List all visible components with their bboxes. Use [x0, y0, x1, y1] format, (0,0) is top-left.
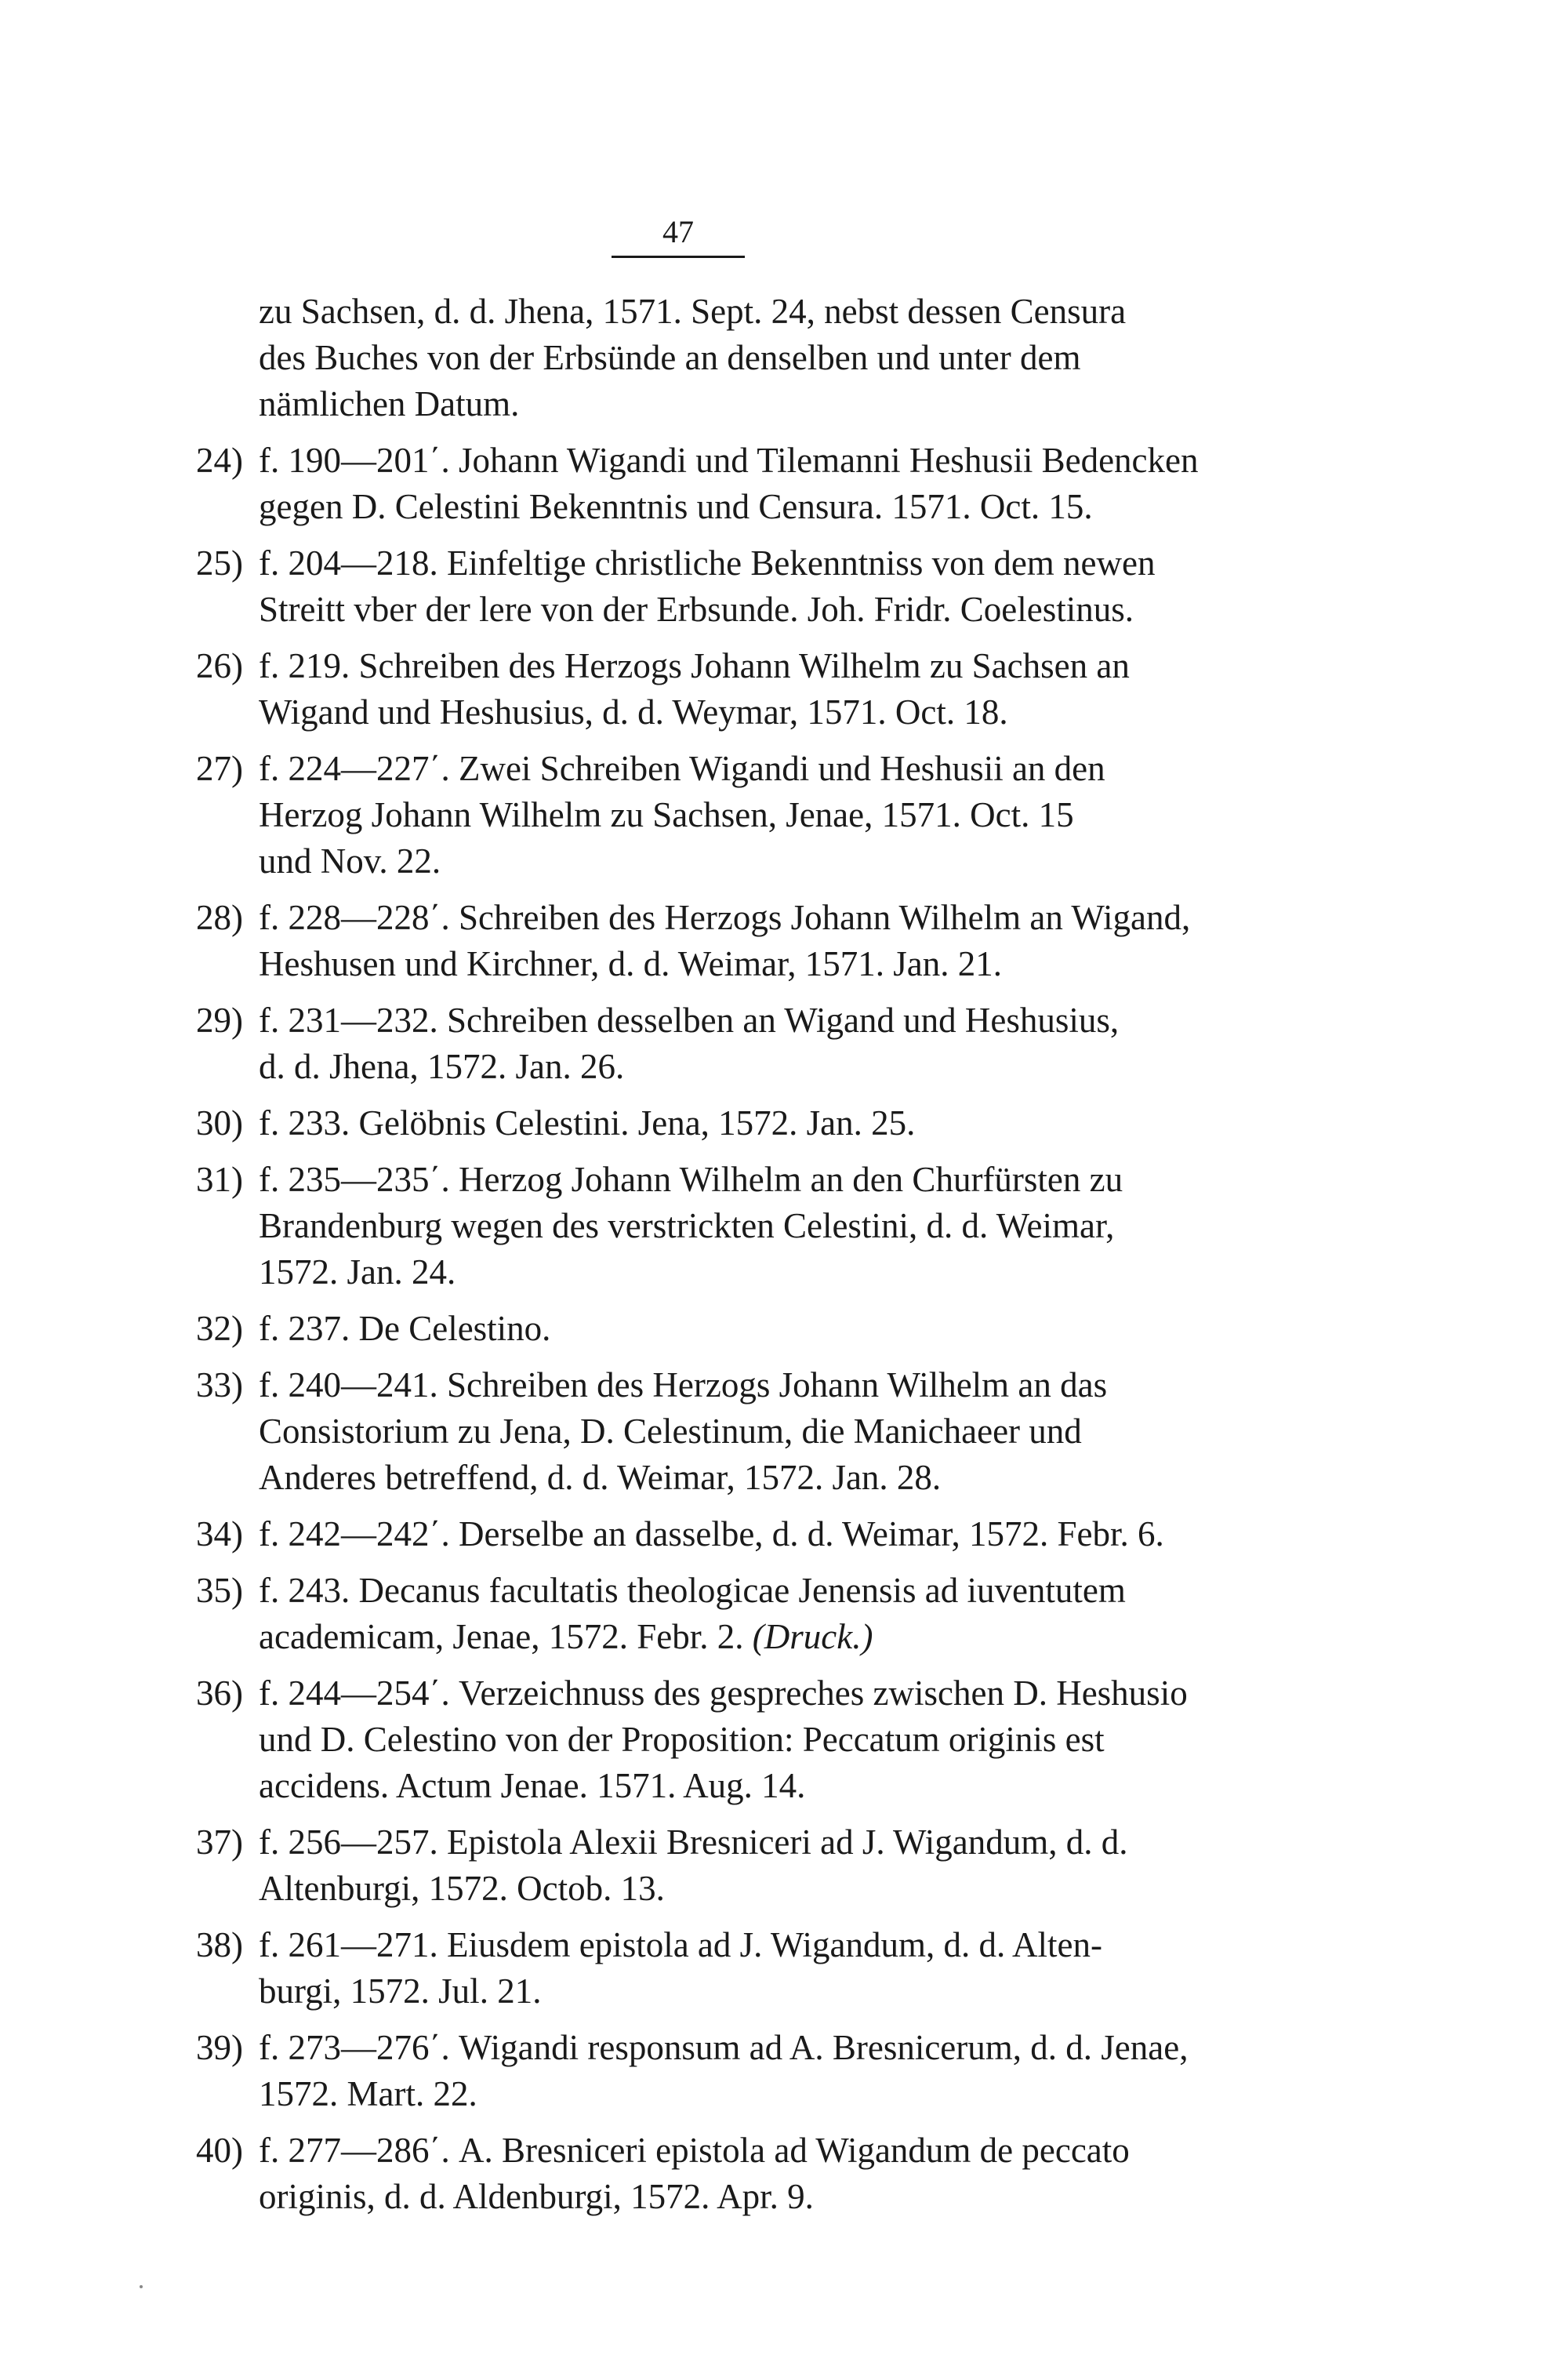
catalog-entry: [196, 895, 1207, 987]
catalog-entry: [196, 2025, 1207, 2117]
entry-first-line: f. 256—257. Epistola Alexii Bresniceri ad J. Wigandum, d. d.: [259, 1822, 1128, 1862]
entry-continuation-line: Brandenburg wegen des verstrickten Celestini, d. d. Weimar,: [259, 1206, 1115, 1245]
catalog-entry: [196, 2128, 1207, 2220]
entry-continuation-line: [259, 1614, 1207, 1660]
entry-first-line: f. 261—271. Eiusdem epistola ad J. Wigandum, d. d. Alten-: [259, 1925, 1102, 1964]
entry-continuation-line: Herzog Johann Wilhelm zu Sachsen, Jenae, 1571. Oct. 15: [259, 795, 1074, 834]
entry-continuation-line: gegen D. Celestini Bekenntnis und Censura. 1571. Oct. 15.: [259, 487, 1093, 526]
entry-continuation-line: Anderes betreffend, d. d. Weimar, 1572. Jan. 28.: [259, 1458, 942, 1497]
text-line: nämlichen Datum.: [259, 384, 520, 423]
entry-continuation-line: 1572. Mart. 22.: [259, 2074, 477, 2113]
catalog-entry: [196, 997, 1207, 1090]
scan-speck: [140, 2285, 143, 2288]
catalog-entry: [196, 1568, 1207, 1660]
entry-first-line: f. 273—276΄. Wigandi responsum ad A. Bresnicerum, d. d. Jenae,: [259, 2028, 1189, 2067]
entry-first-line: f. 242—242΄. Derselbe an dasselbe, d. d. Weimar, 1572. Febr. 6.: [259, 1514, 1164, 1553]
entry-continuation-line: 1572. Jan. 24.: [259, 1252, 456, 1292]
entry-number: 25): [196, 543, 243, 583]
page-number: 47: [612, 213, 745, 258]
catalog-entry: [196, 746, 1207, 885]
entry-continuation-line: accidens. Actum Jenae. 1571. Aug. 14.: [259, 1766, 806, 1805]
catalog-entry: [196, 1362, 1207, 1501]
catalog-entry: [196, 438, 1207, 530]
entry-number: 26): [196, 646, 243, 685]
entry-number: 40): [196, 2131, 243, 2170]
entry-number: 32): [196, 1309, 243, 1348]
entry-continuation-line: d. d. Jhena, 1572. Jan. 26.: [259, 1047, 625, 1086]
entry-first-line: f. 235—235΄. Herzog Johann Wilhelm an den Churfürsten zu: [259, 1160, 1123, 1199]
entry-continuation-line: Streitt vber der lere von der Erbsunde. Joh. Fridr. Coelestinus.: [259, 590, 1134, 629]
print-note: (Druck.): [752, 1617, 873, 1656]
entry-first-line: f. 204—218. Einfeltige christliche Bekenntniss von dem newen: [259, 543, 1156, 583]
entry-number: 35): [196, 1571, 243, 1610]
entry-first-line: f. 243. Decanus facultatis theologicae Jenensis ad iuventutem: [259, 1571, 1126, 1610]
entry-continuation-line: Wigand und Heshusius, d. d. Weymar, 1571. Oct. 18.: [259, 692, 1008, 732]
entry-first-line: f. 231—232. Schreiben desselben an Wigand und Heshusius,: [259, 1001, 1120, 1040]
catalog-entry: [196, 1306, 1207, 1352]
catalog-entry: [196, 1670, 1207, 1809]
entry-number: 24): [196, 441, 243, 480]
entry-continuation-line: burgi, 1572. Jul. 21.: [259, 1971, 542, 2011]
entry-number: 28): [196, 898, 243, 937]
entry-number: 30): [196, 1103, 243, 1143]
entry-continuation-line: und D. Celestino von der Proposition: Peccatum originis est: [259, 1720, 1105, 1759]
text-line: zu Sachsen, d. d. Jhena, 1571. Sept. 24, nebst dessen Censura: [259, 292, 1127, 331]
catalog-entry: [196, 540, 1207, 633]
entry-continuation-line: Heshusen und Kirchner, d. d. Weimar, 1571. Jan. 21.: [259, 944, 1003, 983]
entry-number: 36): [196, 1673, 243, 1713]
catalog-entry: [196, 1819, 1207, 1912]
entry-first-line: f. 190—201΄. Johann Wigandi und Tilemanni Heshusii Bedencken: [259, 441, 1199, 480]
entry-number: 39): [196, 2028, 243, 2067]
entry-continuation-line: Altenburgi, 1572. Octob. 13.: [259, 1869, 665, 1908]
entry-number: 31): [196, 1160, 243, 1199]
intro-continuation: [196, 289, 1207, 427]
entry-first-line: f. 224—227΄. Zwei Schreiben Wigandi und Heshusii an den: [259, 749, 1105, 788]
entry-first-line: f. 228—228΄. Schreiben des Herzogs Johann Wilhelm an Wigand,: [259, 898, 1191, 937]
entry-list: [196, 289, 1207, 2230]
entry-first-line: f. 244—254΄. Verzeichnuss des gespreches zwischen D. Heshusio: [259, 1673, 1188, 1713]
catalog-entry: [196, 1511, 1207, 1557]
entry-text: academicam, Jenae, 1572. Febr. 2.: [259, 1617, 753, 1656]
entry-first-line: f. 219. Schreiben des Herzogs Johann Wilhelm zu Sachsen an: [259, 646, 1130, 685]
entry-number: 33): [196, 1365, 243, 1404]
entry-first-line: f. 237. De Celestino.: [259, 1309, 551, 1348]
entry-number: 27): [196, 749, 243, 788]
entry-number: 38): [196, 1925, 243, 1964]
entry-number: 34): [196, 1514, 243, 1553]
entry-continuation-line: Consistorium zu Jena, D. Celestinum, die Manichaeer und: [259, 1412, 1082, 1451]
entry-continuation-line: originis, d. d. Aldenburgi, 1572. Apr. 9.: [259, 2177, 814, 2216]
catalog-entry: [196, 1157, 1207, 1295]
entry-continuation-line: und Nov. 22.: [259, 841, 441, 881]
catalog-entries: [196, 438, 1207, 2220]
entry-number: 29): [196, 1001, 243, 1040]
entry-number: 37): [196, 1822, 243, 1862]
entry-first-line: f. 233. Gelöbnis Celestini. Jena, 1572. Jan. 25.: [259, 1103, 916, 1143]
catalog-entry: [196, 1922, 1207, 2015]
entry-first-line: f. 240—241. Schreiben des Herzogs Johann Wilhelm an das: [259, 1365, 1108, 1404]
catalog-entry: [196, 1100, 1207, 1146]
text-line: des Buches von der Erbsünde an denselben und unter dem: [259, 338, 1081, 377]
entry-first-line: f. 277—286΄. A. Bresniceri epistola ad Wigandum de peccato: [259, 2131, 1130, 2170]
catalog-entry: [196, 643, 1207, 736]
